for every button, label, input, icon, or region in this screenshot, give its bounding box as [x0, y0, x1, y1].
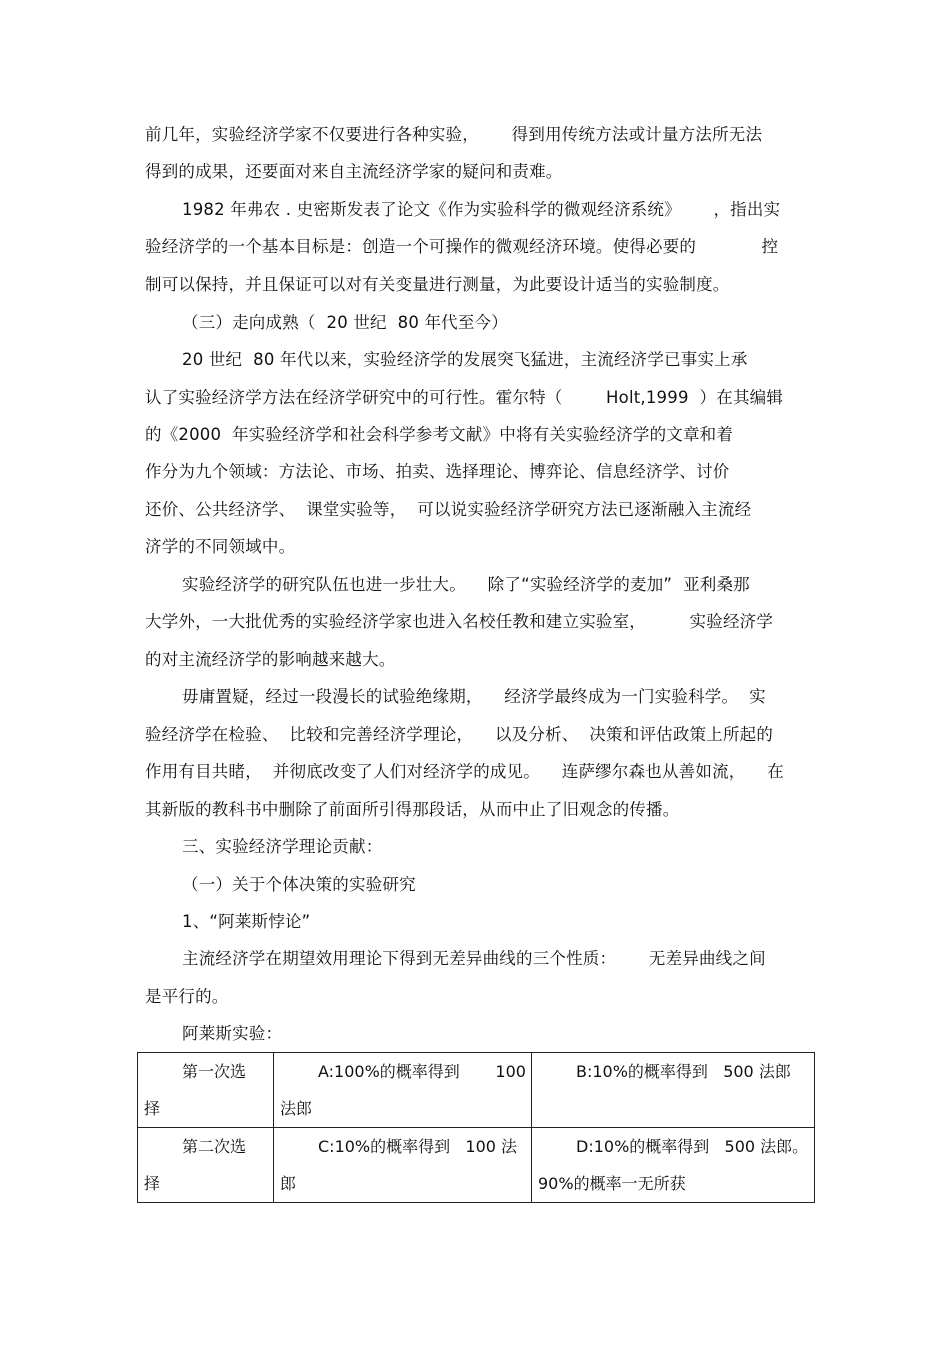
cell-text: B:10%的概率得到 500 法郎 [576, 1062, 791, 1081]
option-a-cell [274, 1053, 532, 1128]
section-heading: 三、实验经济学理论贡献： [182, 837, 383, 856]
table-row [138, 1053, 815, 1128]
cell-text: 法郎 [280, 1099, 313, 1118]
choice-label-cell [138, 1128, 274, 1203]
cell-text: 择 [144, 1174, 161, 1193]
paragraph-line: 实验经济学的研究队伍也进一步壮大。 除了“实验经济学的麦加” 亚利桑那 [182, 575, 750, 594]
allais-experiment-table [137, 1052, 815, 1203]
section-heading: （三）走向成熟（ 20 世纪 80 年代至今） [182, 313, 508, 332]
cell-text: 郎 [280, 1174, 297, 1193]
subsection-heading: （一）关于个体决策的实验研究 [182, 875, 416, 894]
paragraph-line: 认了实验经济学方法在经济学研究中的可行性。霍尔特（ Holt,1999 ）在其编辑 [145, 388, 784, 407]
paragraph-line: 20 世纪 80 年代以来，实验经济学的发展突飞猛进，主流经济学已事实上承 [182, 350, 748, 369]
paragraph-line: 验经济学的一个基本目标是：创造一个可操作的微观经济环境。使得必要的 控 [145, 237, 779, 256]
paragraph-line: 是平行的。 [145, 987, 229, 1006]
paragraph-line: 1982 年弗农 . 史密斯发表了论文《作为实验科学的微观经济系统》 ，指出实 [182, 200, 781, 219]
table-caption: 阿莱斯实验： [182, 1024, 283, 1043]
cell-text: C:10%的概率得到 100 法 [318, 1137, 518, 1156]
paragraph-line: 其新版的教科书中删除了前面所引得那段话，从而中止了旧观念的传播。 [145, 800, 680, 819]
paragraph-line: 大学外，一大批优秀的实验经济学家也进入名校任教和建立实验室， 实验经济学 [145, 612, 774, 631]
option-b-cell [532, 1053, 815, 1128]
cell-text: 90%的概率一无所获 [538, 1174, 686, 1193]
paragraph-line: 得到的成果，还要面对来自主流经济学家的疑问和责难。 [145, 162, 563, 181]
option-c-cell [274, 1128, 532, 1203]
paragraph-line: 验经济学在检验、 比较和完善经济学理论， 以及分析、 决策和评估政策上所起的 [145, 725, 774, 744]
paragraph-line: 还价、公共经济学、 课堂实验等， 可以说实验经济学研究方法已逐渐融入主流经 [145, 500, 752, 519]
cell-text: 第二次选 [182, 1137, 247, 1156]
cell-text: A:100%的概率得到 100 [318, 1062, 526, 1081]
paragraph-line: 济学的不同领域中。 [145, 537, 296, 556]
option-d-cell [532, 1128, 815, 1203]
choice-label-cell [138, 1053, 274, 1128]
paragraph-line: 的对主流经济学的影响越来越大。 [145, 650, 396, 669]
paragraph-line: 毋庸置疑，经过一段漫长的试验绝缘期， 经济学最终成为一门实验科学。 实 [182, 687, 766, 706]
cell-text: 择 [144, 1099, 161, 1118]
cell-text: D:10%的概率得到 500 法郎。 [576, 1137, 809, 1156]
cell-text: 第一次选 [182, 1062, 247, 1081]
paragraph-line: 作用有目共睹， 并彻底改变了人们对经济学的成见。 连萨缪尔森也从善如流， 在 [145, 762, 784, 781]
paragraph-line: 前几年，实验经济学家不仅要进行各种实验， 得到用传统方法或计量方法所无法 [145, 125, 763, 144]
item-heading: 1、“阿莱斯悖论” [182, 912, 311, 931]
paragraph-line: 制可以保持，并且保证可以对有关变量进行测量，为此要设计适当的实验制度。 [145, 275, 730, 294]
table-row [138, 1128, 815, 1203]
paragraph-line: 主流经济学在期望效用理论下得到无差异曲线的三个性质： 无差异曲线之间 [182, 949, 766, 968]
paragraph-line: 的《2000 年实验经济学和社会科学参考文献》中将有关实验经济学的文章和着 [145, 425, 734, 444]
paragraph-line: 作分为九个领域：方法论、市场、拍卖、选择理论、博弈论、信息经济学、讨价 [145, 462, 730, 481]
